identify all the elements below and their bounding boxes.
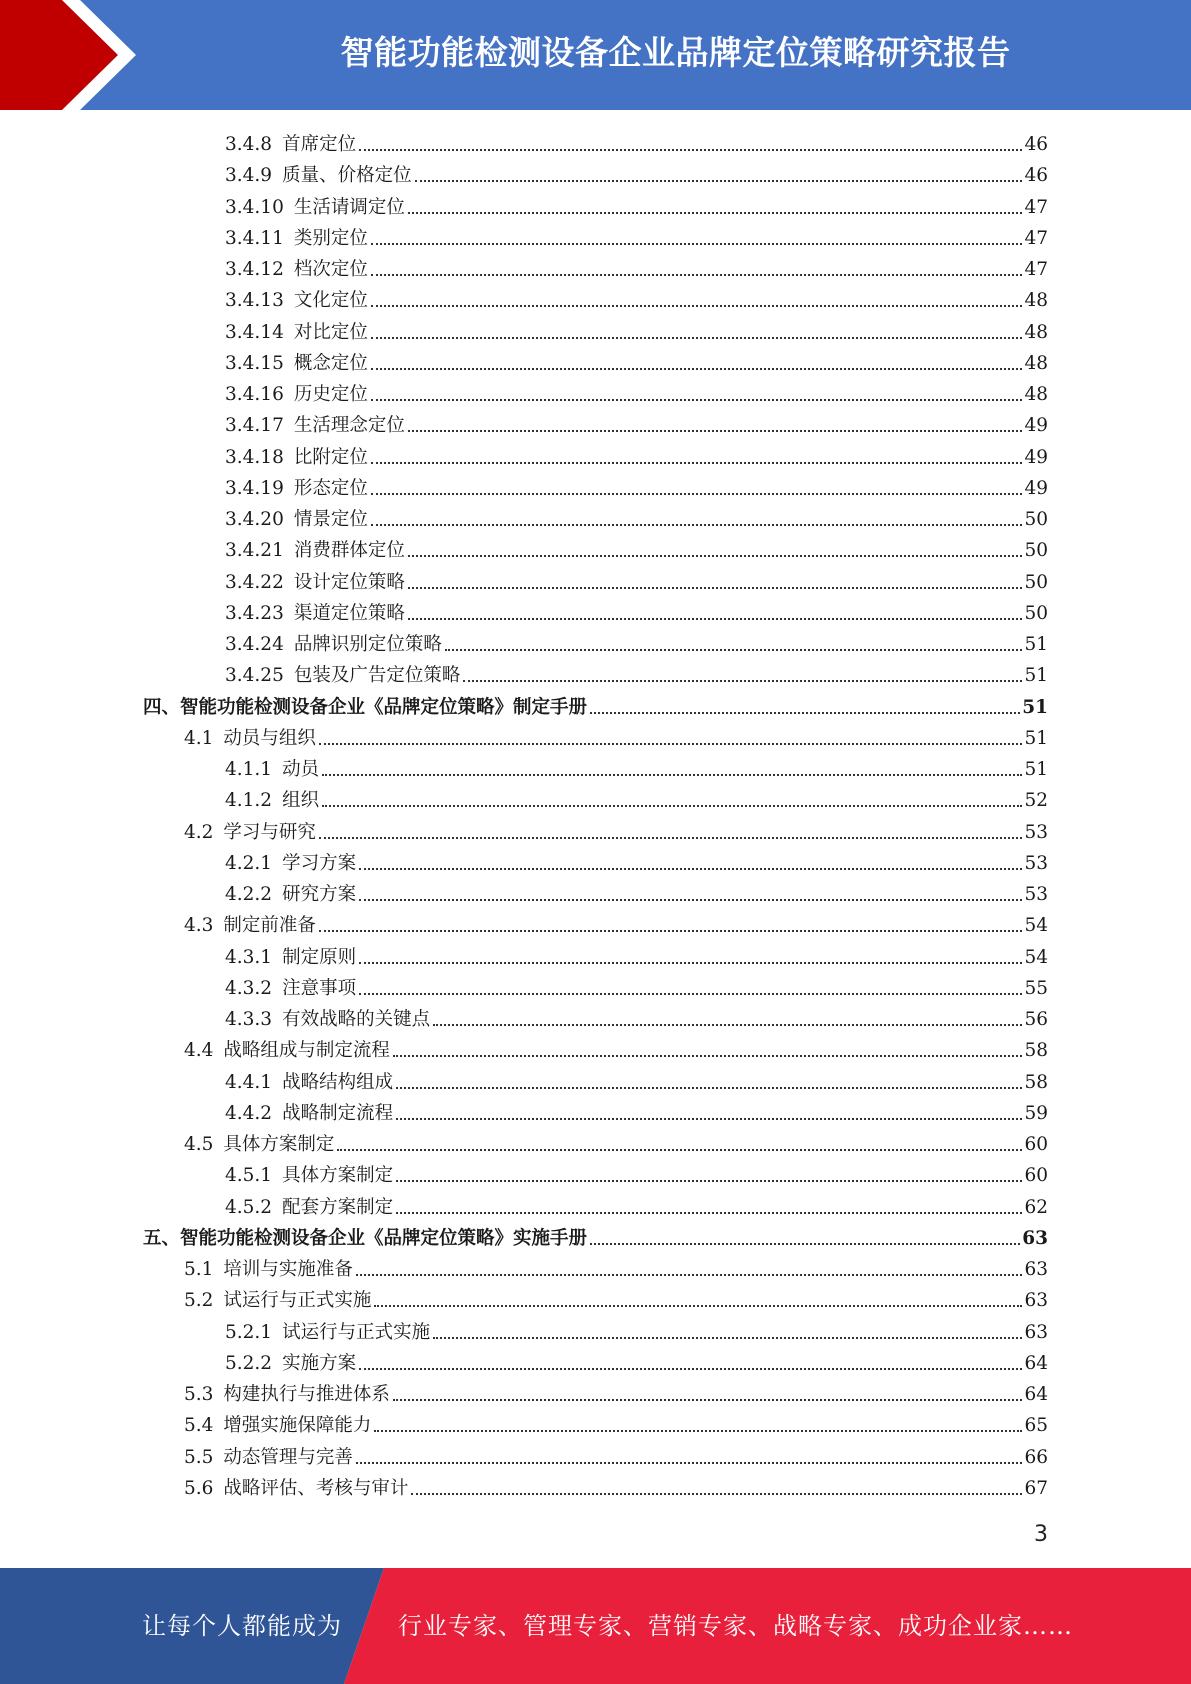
toc-entry-page: 63: [1024, 1321, 1048, 1343]
toc-entry-title: 历史定位: [293, 384, 368, 405]
footer-slogan-right: 行业专家、管理专家、营销专家、战略专家、成功企业家……: [398, 1612, 1073, 1640]
toc-entry-number: 4.2.1: [225, 852, 273, 874]
toc-entry-number: 4.2: [184, 821, 214, 843]
toc-dot-leader: [393, 1055, 1023, 1057]
toc-entry-page: 64: [1024, 1384, 1048, 1405]
toc-entry-title: 消费群体定位: [293, 540, 405, 562]
toc-entry[interactable]: [225, 565, 1048, 596]
header-title: 智能功能检测设备企业品牌定位策略研究报告: [340, 33, 1011, 72]
toc-dot-leader: [319, 930, 1023, 932]
toc-dot-leader: [433, 1337, 1022, 1339]
toc-entry-number: 4.2.2: [225, 884, 273, 905]
toc-entry-page: 50: [1024, 540, 1048, 562]
toc-entry[interactable]: [184, 908, 1048, 939]
toc-entry[interactable]: [225, 940, 1048, 971]
toc-entry-number: 4.5: [184, 1134, 214, 1155]
toc-entry[interactable]: [225, 252, 1048, 283]
toc-entry[interactable]: [184, 721, 1048, 752]
toc-dot-leader: [371, 493, 1023, 495]
toc-entry[interactable]: [225, 127, 1048, 158]
toc-dot-leader: [359, 993, 1022, 995]
toc-entry-title: 组织: [282, 790, 320, 812]
toc-entry-number: 3.4.17: [225, 415, 284, 437]
toc-entry[interactable]: [184, 1408, 1048, 1439]
toc-entry[interactable]: [225, 408, 1048, 439]
toc-entry-number: 3.4.16: [225, 384, 284, 405]
toc-entry-title: 制定原则: [282, 946, 357, 968]
toc-dot-leader: [408, 587, 1023, 589]
toc-entry[interactable]: [225, 346, 1048, 377]
toc-entry-page: 46: [1024, 165, 1048, 187]
toc-entry-number: 5.2: [184, 1290, 214, 1312]
toc-entry-number: 3.4.25: [225, 665, 284, 687]
toc-entry-title: 制定前准备: [223, 915, 316, 937]
toc-entry[interactable]: [225, 1158, 1048, 1189]
toc-entry-title: 概念定位: [293, 352, 368, 374]
toc-entry-page: 51: [1024, 634, 1048, 655]
toc-entry-title: 设计定位策略: [293, 571, 405, 593]
toc-entry-page: 56: [1024, 1009, 1048, 1030]
toc-dot-leader: [371, 337, 1023, 339]
toc-entry-page: 48: [1024, 321, 1048, 343]
toc-entry-title: 对比定位: [293, 321, 368, 343]
toc-entry-page: 66: [1024, 1446, 1048, 1468]
toc-entry-page: 47: [1024, 227, 1048, 249]
toc-entry-page: 63: [1024, 1259, 1048, 1280]
toc-dot-leader: [371, 305, 1023, 307]
toc-entry[interactable]: [225, 783, 1048, 814]
toc-entry[interactable]: [184, 1283, 1048, 1314]
toc-entry[interactable]: [225, 533, 1048, 564]
toc-entry-title: 注意事项: [282, 977, 357, 999]
toc-entry-number: 4.3: [184, 915, 214, 937]
toc-entry-title: 培训与实施准备: [223, 1259, 353, 1280]
toc-entry-title: 首席定位: [282, 134, 357, 155]
toc-entry-number: 5.1: [184, 1259, 214, 1280]
toc-entry-number: 4.1.1: [225, 759, 273, 780]
toc-entry[interactable]: [225, 377, 1048, 408]
toc-entry-number: 4.5.1: [225, 1165, 273, 1187]
toc-dot-leader: [408, 212, 1023, 214]
toc-entry[interactable]: [225, 877, 1048, 908]
toc-entry[interactable]: [225, 658, 1048, 689]
toc-entry-page: 51: [1024, 665, 1048, 687]
toc-entry-number: 4.4: [184, 1040, 214, 1062]
toc-entry[interactable]: [184, 1033, 1048, 1064]
toc-dot-leader: [371, 462, 1023, 464]
toc-entry-number: 4.3.1: [225, 946, 273, 968]
toc-entry[interactable]: [184, 815, 1048, 846]
toc-entry-title: 生活理念定位: [293, 415, 405, 437]
toc-entry-title: 具体方案制定: [223, 1134, 335, 1155]
toc-dot-leader: [396, 1212, 1022, 1214]
toc-entry-page: 65: [1024, 1415, 1048, 1437]
toc-entry-page: 48: [1024, 352, 1048, 374]
toc-entry[interactable]: [184, 1127, 1048, 1158]
toc-entry-page: 55: [1024, 977, 1048, 999]
toc-entry[interactable]: [225, 315, 1048, 346]
toc-dot-leader: [322, 774, 1022, 776]
toc-entry-number: 4.4.1: [225, 1071, 273, 1093]
toc-dot-leader: [374, 1305, 1022, 1307]
toc-entry-number: 4.1.2: [225, 790, 273, 812]
toc-dot-leader: [337, 1149, 1022, 1151]
toc-entry-page: 58: [1024, 1040, 1048, 1062]
toc-entry-title: 四、智能功能检测设备企业《品牌定位策略》制定手册: [143, 696, 588, 718]
toc-entry[interactable]: [225, 221, 1048, 252]
toc-entry-number: 3.4.21: [225, 540, 284, 562]
toc-entry[interactable]: [184, 1377, 1048, 1408]
toc-entry-title: 具体方案制定: [282, 1165, 394, 1187]
toc-entry-title: 配套方案制定: [282, 1196, 394, 1218]
toc-dot-leader: [319, 743, 1023, 745]
footer-slogan-left: 让每个人都能成为: [142, 1612, 342, 1640]
toc-entry-number: 3.4.8: [225, 134, 273, 155]
toc-entry-title: 生活请调定位: [293, 196, 405, 218]
toc-entry-page: 51: [1024, 727, 1048, 749]
toc-entry-number: 3.4.20: [225, 509, 284, 530]
toc-entry-title: 实施方案: [282, 1352, 357, 1374]
toc-entry-number: 3.4.15: [225, 352, 284, 374]
toc-dot-leader: [371, 243, 1023, 245]
toc-entry-title: 有效战略的关键点: [282, 1009, 431, 1030]
toc-entry[interactable]: [184, 1440, 1048, 1471]
toc-dot-leader: [359, 899, 1022, 901]
toc-entry-title: 渠道定位策略: [293, 602, 405, 624]
toc-entry-page: 48: [1024, 384, 1048, 405]
toc-entry-page: 63: [1022, 1227, 1048, 1249]
toc-dot-leader: [463, 680, 1022, 682]
toc-entry-title: 战略组成与制定流程: [223, 1040, 390, 1062]
toc-entry-number: 3.4.19: [225, 477, 284, 499]
toc-dot-leader: [408, 555, 1023, 557]
toc-entry-title: 包装及广告定位策略: [293, 665, 461, 687]
toc-entry-number: 3.4.23: [225, 602, 284, 624]
toc-entry-title: 战略制定流程: [282, 1102, 394, 1124]
toc-entry-page: 46: [1024, 134, 1048, 155]
toc-entry-number: 5.4: [184, 1415, 214, 1437]
toc-entry-title: 五、智能功能检测设备企业《品牌定位策略》实施手册: [143, 1227, 588, 1249]
toc-entry-number: 3.4.24: [225, 634, 284, 655]
toc-dot-leader: [393, 1399, 1023, 1401]
toc-entry[interactable]: [225, 1190, 1048, 1221]
page-header: [0, 0, 1191, 110]
toc-entry-page: 62: [1024, 1196, 1048, 1218]
toc-entry-page: 63: [1024, 1290, 1048, 1312]
toc-entry-page: 53: [1024, 821, 1048, 843]
toc-entry-number: 4.3.2: [225, 977, 273, 999]
toc-entry-title: 战略评估、考核与审计: [223, 1477, 409, 1499]
toc-dot-leader: [445, 649, 1023, 651]
toc-entry-page: 60: [1024, 1134, 1048, 1155]
toc-entry-page: 49: [1024, 446, 1048, 468]
toc-entry[interactable]: [225, 627, 1048, 658]
toc-dot-leader: [359, 149, 1022, 151]
toc-dot-leader: [359, 962, 1022, 964]
toc-entry-page: 54: [1024, 915, 1048, 937]
toc-entry-page: 54: [1024, 946, 1048, 968]
toc-entry-title: 动员与组织: [223, 727, 316, 749]
toc-entry-title: 试运行与正式实施: [223, 1290, 372, 1312]
toc-entry-title: 类别定位: [293, 227, 368, 249]
toc-dot-leader: [433, 1024, 1022, 1026]
toc-entry-page: 47: [1024, 259, 1048, 280]
toc-entry[interactable]: [143, 690, 1048, 721]
toc-entry[interactable]: [225, 440, 1048, 471]
toc-entry-number: 3.4.13: [225, 290, 284, 312]
toc-entry-number: 3.4.11: [225, 227, 284, 249]
toc-dot-leader: [408, 430, 1023, 432]
toc-dot-leader: [396, 1180, 1022, 1182]
toc-entry[interactable]: [225, 158, 1048, 189]
toc-entry-title: 动态管理与完善: [223, 1446, 353, 1468]
toc-entry-number: 3.4.18: [225, 446, 284, 468]
toc-entry-number: 3.4.12: [225, 259, 284, 280]
toc-entry-title: 情景定位: [293, 509, 368, 530]
toc-entry-page: 49: [1024, 477, 1048, 499]
toc-entry-page: 48: [1024, 290, 1048, 312]
toc-dot-leader: [415, 180, 1023, 182]
toc-dot-leader: [371, 524, 1023, 526]
toc-entry-title: 文化定位: [293, 290, 368, 312]
toc-entry-title: 学习与研究: [223, 821, 316, 843]
toc-entry-page: 52: [1024, 790, 1048, 812]
toc-entry-number: 4.5.2: [225, 1196, 273, 1218]
toc-entry-number: 4.3.3: [225, 1009, 273, 1030]
toc-dot-leader: [319, 837, 1023, 839]
toc-entry[interactable]: [225, 1346, 1048, 1377]
toc-entry-number: 5.5: [184, 1446, 214, 1468]
toc-entry[interactable]: [225, 846, 1048, 877]
toc-entry-page: 50: [1024, 509, 1048, 530]
toc-entry-page: 51: [1022, 696, 1048, 718]
toc-entry-number: 5.2.2: [225, 1352, 273, 1374]
toc-entry-page: 50: [1024, 602, 1048, 624]
toc-entry-number: 4.4.2: [225, 1102, 273, 1124]
toc-entry-number: 4.1: [184, 727, 214, 749]
toc-entry-title: 比附定位: [293, 446, 368, 468]
toc-dot-leader: [590, 1243, 1020, 1245]
toc-entry-title: 研究方案: [282, 884, 357, 905]
toc-entry-page: 53: [1024, 852, 1048, 874]
page-footer: [0, 1568, 1191, 1684]
toc-dot-leader: [371, 368, 1023, 370]
toc-entry-number: 5.3: [184, 1384, 214, 1405]
toc-dot-leader: [374, 1430, 1022, 1432]
toc-entry-title: 动员: [282, 759, 320, 780]
toc-entry-title: 增强实施保障能力: [223, 1415, 372, 1437]
toc-entry-number: 3.4.22: [225, 571, 284, 593]
toc-dot-leader: [356, 1462, 1023, 1464]
toc-entry-page: 53: [1024, 884, 1048, 905]
toc-entry-title: 构建执行与推进体系: [223, 1384, 390, 1405]
toc-entry-number: 3.4.14: [225, 321, 284, 343]
toc-entry[interactable]: [225, 596, 1048, 627]
toc-entry[interactable]: [225, 1002, 1048, 1033]
toc-dot-leader: [396, 1087, 1022, 1089]
toc-dot-leader: [371, 274, 1023, 276]
toc-entry-title: 学习方案: [282, 852, 357, 874]
toc-entry-page: 58: [1024, 1071, 1048, 1093]
toc-entry-page: 47: [1024, 196, 1048, 218]
toc-entry[interactable]: [184, 1471, 1048, 1502]
toc-entry-number: 3.4.9: [225, 165, 273, 187]
toc-entry[interactable]: [225, 971, 1048, 1002]
toc-dot-leader: [590, 712, 1020, 714]
toc-dot-leader: [322, 805, 1022, 807]
toc-dot-leader: [411, 1493, 1022, 1495]
header-arrow-decoration: [0, 0, 160, 110]
toc-entry-title: 战略结构组成: [282, 1071, 394, 1093]
toc-entry-number: 5.2.1: [225, 1321, 273, 1343]
toc-entry-title: 档次定位: [293, 259, 368, 280]
toc-entry-page: 67: [1024, 1477, 1048, 1499]
toc-dot-leader: [371, 399, 1023, 401]
toc-entry[interactable]: [225, 1096, 1048, 1127]
toc-entry[interactable]: [225, 1315, 1048, 1346]
toc-entry-title: 形态定位: [293, 477, 368, 499]
toc-entry[interactable]: [143, 1221, 1048, 1252]
toc-entry-title: 品牌识别定位策略: [293, 634, 442, 655]
toc-entry-page: 60: [1024, 1165, 1048, 1187]
toc-dot-leader: [359, 868, 1022, 870]
toc-entry[interactable]: [225, 283, 1048, 314]
toc-entry-title: 试运行与正式实施: [282, 1321, 431, 1343]
toc-entry-page: 59: [1024, 1102, 1048, 1124]
toc-entry-number: 5.6: [184, 1477, 214, 1499]
toc-dot-leader: [356, 1274, 1023, 1276]
toc-entry[interactable]: [225, 502, 1048, 533]
toc-entry-title: 质量、价格定位: [282, 165, 412, 187]
toc-entry-number: 3.4.10: [225, 196, 284, 218]
toc-entry-page: 51: [1024, 759, 1048, 780]
toc-entry[interactable]: [225, 752, 1048, 783]
toc-entry[interactable]: [225, 1065, 1048, 1096]
toc-dot-leader: [359, 1368, 1022, 1370]
toc-entry[interactable]: [225, 190, 1048, 221]
toc-entry-page: 50: [1024, 571, 1048, 593]
toc-entry-page: 64: [1024, 1352, 1048, 1374]
toc-dot-leader: [396, 1118, 1022, 1120]
toc-entry[interactable]: [184, 1252, 1048, 1283]
toc-entry[interactable]: [225, 471, 1048, 502]
toc-entry-page: 49: [1024, 415, 1048, 437]
page-number: 3: [1034, 1522, 1048, 1547]
toc-dot-leader: [408, 618, 1023, 620]
